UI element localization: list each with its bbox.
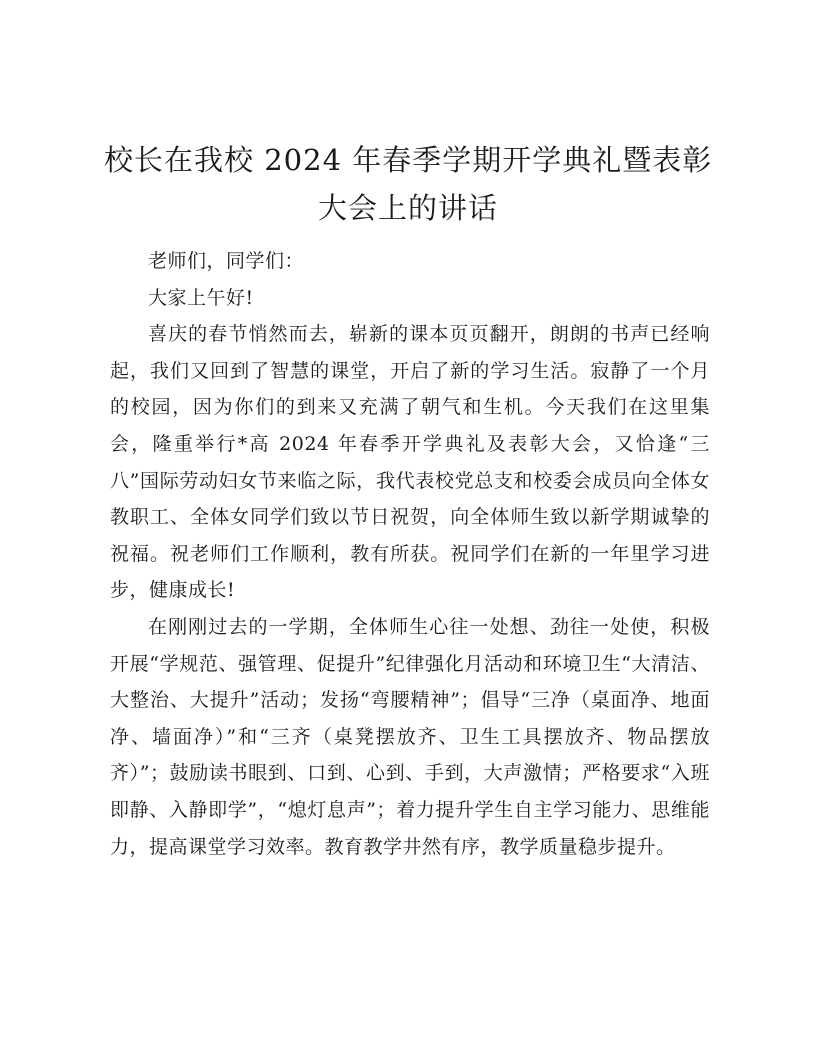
paragraph-opening: 喜庆的春节悄然而去，崭新的课本页页翻开，朗朗的书声已经响起，我们又回到了智慧的课堂，开启了新的学习生活。寂静了一个月的校园，因为你们的到来又充满了朝气和生机。今天我们在这里集会，隆重举行*高 2024 年春季开学典礼及表彰大会，又恰逢“三八”国际劳动妇女节来临之际，我代表校党总支和校委会成员向全体女教职工、全体女同学们致以节日祝贺，向全体师生致以新学期诚挚的祝福。祝老师们工作顺利，教有所获。祝同学们在新的一年里学习进步，健康成长! bbox=[110, 323, 710, 602]
document-title bbox=[104, 136, 712, 232]
title-line-1: 校长在我校 2024 年春季学期开学典礼暨表彰 bbox=[104, 143, 713, 177]
title-line-2: 大会上的讲话 bbox=[317, 191, 498, 225]
paragraph-review: 在刚刚过去的一学期，全体师生心往一处想、劲往一处使，积极开展“学规范、强管理、促提升”纪律强化月活动和环境卫生“大清洁、大整治、大提升”活动；发扬“弯腰精神”；倡导“三净（桌面净、地面净、墙面净）”和“三齐（桌凳摆放齐、卫生工具摆放齐、物品摆放齐）”；鼓励读书眼到、口到、心到、手到，大声激情；严格要求“入班即静、入静即学”，“熄灯息声”；着力提升学生自主学习能力、思维能力，提高课堂学习效率。教育教学井然有序，教学质量稳步提升。 bbox=[110, 615, 710, 858]
document-body bbox=[110, 243, 710, 865]
salutation: 老师们，同学们： bbox=[148, 250, 305, 272]
greeting: 大家上午好! bbox=[148, 286, 254, 309]
